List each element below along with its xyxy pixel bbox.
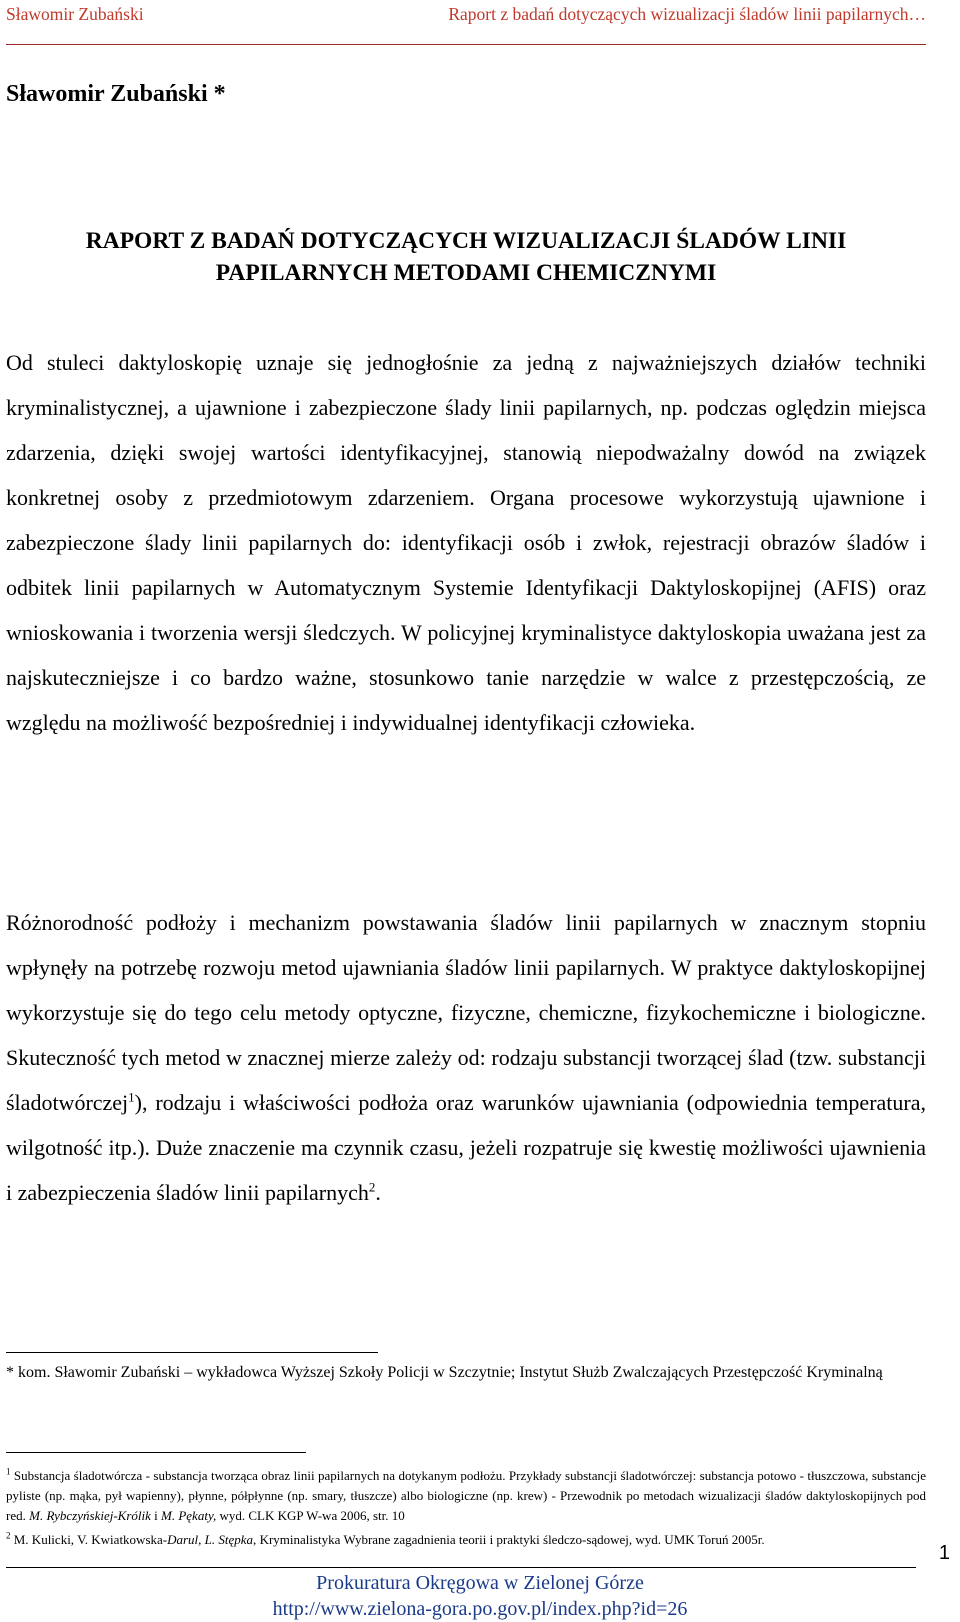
document-title: [6, 225, 926, 289]
title-line-2: PAPILARNYCH METODAMI CHEMICZNYMI: [215, 260, 717, 286]
paragraph-1: Od stuleci daktyloskopię uznaje się jednogłośnie za jedną z najważniejszych działów techniki kryminalistycznej, a ujawnione i zabezpieczone ślady linii papilarnych, np. podczas oględzin miejsca zdarzenia, dzięki swojej wartości identyfikacyjnej, stanowią niepodważalny dowód na związek konkretnej osoby z przedmiotowym zdarzeniem. Organa procesowe wykorzystują ujawnione i zabezpieczone ślady linii papilarnych do: identyfikacji osób i zwłok, rejestracji obrazów śladów i odbitek linii papilarnych w Automatycznym Systemie Identyfikacji Daktyloskopijnej (AFIS) oraz wnioskowania i tworzenia wersji śledczych. W policyjnej kryminalistyce daktyloskopia uważana jest za najskuteczniejsze i co bardzo ważne, stosunkowo tanie narzędzie w walce z przestępczością, ze względu na możliwość bezpośredniej i indywidualnej identyfikacji człowieka.: [6, 350, 926, 735]
page-number: 1: [938, 1542, 950, 1564]
footnote-ref-2[interactable]: 2: [368, 1179, 376, 1195]
footnote-2-authors: Darul, L. Stępka,: [167, 1532, 257, 1547]
title-line-1: RAPORT Z BADAŃ DOTYCZĄCYCH WIZUALIZACJI ŚLADÓW LINII: [85, 228, 847, 254]
footnote-1-text: Substancja śladotwórcza - substancja tworząca obraz linii papilarnych na dotykanym podłożu. Przykłady substancji śladotwórczej: substancja potowo - tłuszczowa, substancje pyliste (np. mąka, pył wapienny), płynne, półpłynne (np. smary, tłuszcze) albo biologiczne (np. krew) - Przewodnik po metodach wizualizacji śladów daktyloskopijnych pod red.: [6, 1468, 926, 1523]
footnote-1-publisher: wyd. CLK KGP W-wa 2006, str. 10: [216, 1508, 405, 1523]
paragraph-2-part-1: Różnorodność podłoży i mechanizm powstawania śladów linii papilarnych w znacznym stopniu wpłynęły na potrzebę rozwoju metod ujawniania śladów linii papilarnych. W praktyce daktyloskopijnej wykorzystuje się do tego celu metody optyczne, fizyczne, chemiczne, fizykochemiczne i biologiczne. Skuteczność tych metod w znacznej mierze zależy od: rodzaju substancji tworzącej ślad (tzw. substancji śladotwórczej: [6, 910, 926, 1115]
footer-divider: [6, 1567, 916, 1568]
footnote-2: [6, 1530, 926, 1550]
footnote-divider-2: [6, 1452, 306, 1453]
header-author: Sławomir Zubański: [6, 4, 144, 24]
header-title: Raport z badań dotyczących wizualizacji śladów linii papilarnych…: [448, 4, 926, 24]
running-header: [6, 4, 926, 28]
footnote-1-conj: i: [150, 1508, 162, 1523]
footer-institution: Prokuratura Okręgowa w Zielonej Górze: [316, 1572, 644, 1594]
footnote-ref-1[interactable]: 1: [128, 1089, 135, 1105]
footer-url[interactable]: http://www.zielona-gora.po.gov.pl/index.php?id=26: [272, 1598, 688, 1620]
author-note: * kom. Sławomir Zubański – wykładowca Wyższej Szkoły Policji w Szczytnie; Instytut Służb Zwalczających Przestępczość Kryminalną: [6, 1364, 883, 1381]
footnote-2-text: M. Kulicki, V. Kwiatkowska-: [10, 1532, 168, 1547]
footnote-2-publication: Kryminalistyka Wybrane zagadnienia teorii i praktyki śledczo-sądowej, wyd. UMK Toruń 2005r.: [256, 1532, 765, 1547]
paragraph-2: [6, 900, 926, 1215]
page-footer: [0, 1570, 960, 1622]
footnote-2-mark: 2: [6, 1530, 11, 1541]
footnote-1-mark: 1: [6, 1466, 11, 1477]
paragraph-2-part-3: .: [375, 1180, 381, 1205]
paragraph-2-part-2: ), rodzaju i właściwości podłoża oraz warunków ujawniania (odpowiednia temperatura, wilgotność itp.). Duże znaczenie ma czynnik czasu, jeżeli rozpatruje się kwestię możliwości ujawnienia i zabezpieczenia śladów linii papilarnych: [6, 1090, 926, 1205]
footnote-divider: [6, 1352, 378, 1353]
footnote-1: [6, 1466, 926, 1526]
header-divider: [6, 44, 926, 45]
footnote-1-editor-2: M. Pękaty,: [161, 1508, 217, 1523]
author-name: Sławomir Zubański *: [6, 81, 226, 107]
footnote-1-editor-1: M. Rybczyńskiej-Królik: [29, 1508, 151, 1523]
